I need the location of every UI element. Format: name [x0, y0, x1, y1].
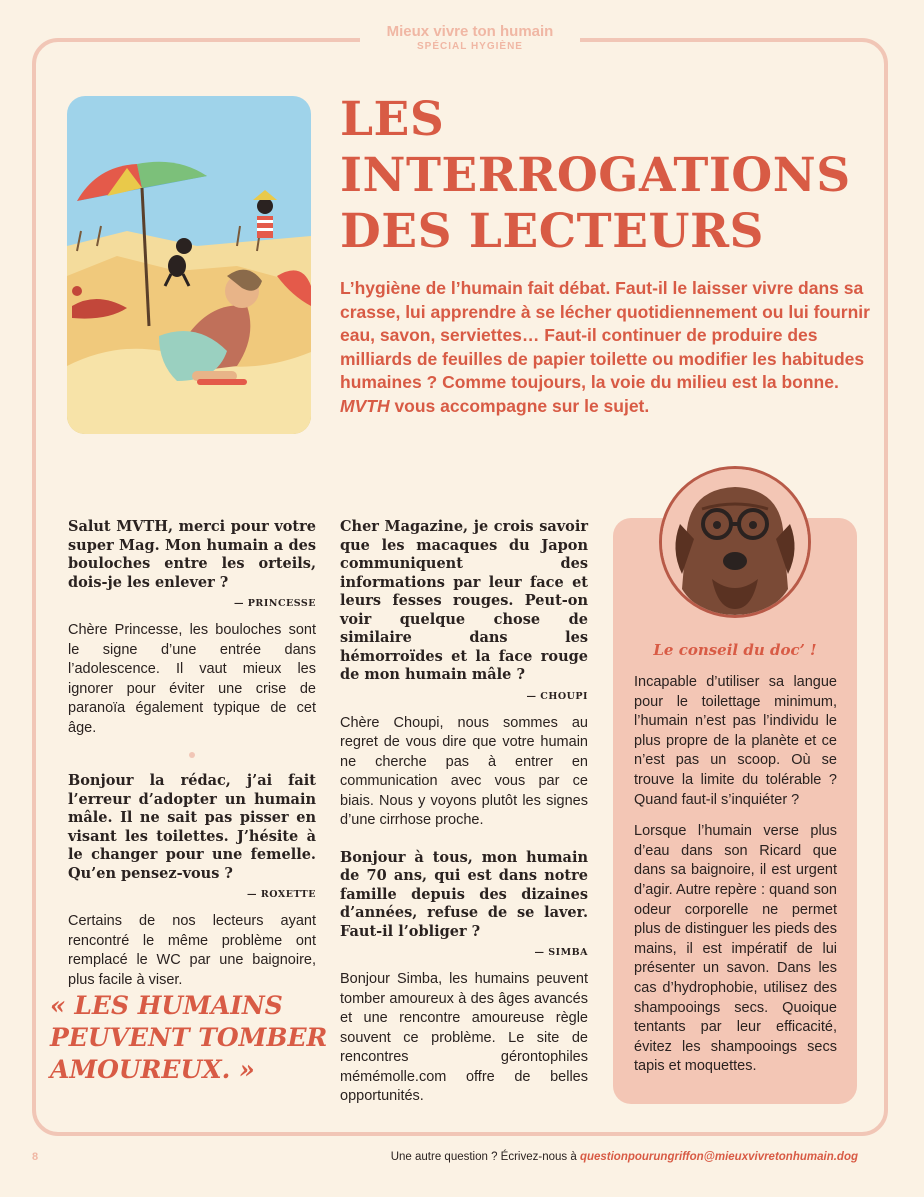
reader-question: Cher Magazine, je crois savoir que les macaques du Japon communiquent des informations par leur face et leurs fesses rouges. Peut-on voir quelque chose de similaire dans les hémorroïdes et la face rouge de mon humain mâle ? [340, 518, 588, 683]
footer-contact [391, 1151, 858, 1163]
reader-question: Bonjour à tous, mon humain de 70 ans, qui est dans notre famille depuis des dizaines d’années, refuse de se laver. Faut-il l’obliger ? [340, 848, 588, 940]
reader-question: Salut MVTH, merci pour votre super Mag. Mon humain a des bouloches entre les orteils, dois-je les enlever ? [68, 518, 316, 591]
reader-signature: — SIMBA [534, 947, 588, 958]
doc-advice-text [634, 673, 837, 1089]
magazine-header [360, 20, 580, 60]
separator-dot [189, 752, 195, 758]
reader-signature: — ROXETTE [247, 889, 316, 900]
pull-quote-line: AMOUREUX. » [50, 1055, 255, 1084]
reader-signature: — CHOUPI [526, 690, 588, 702]
doc-advice-paragraph: Lorsque l’humain verse plus d’eau dans son Ricard que dans sa baignoire, il est urgent d’agir. Autre repère : quand son odeur corporelle ne permet plus de distinguer les pieds des mains, il est impératif de lui présenter un savon. Dans les cas d’hydrophobie, utilisez des shampooings secs. Quoique tentants par leur efficacité, évitez les shampooings secs tapis et moquettes. [634, 823, 837, 1075]
reader-question: Bonjour la rédac, j’ai fait l’erreur d’adopter un humain mâle. Il ne sait pas pisser en visant les toilettes. J’hésite à le changer pour une femelle. Qu’en pensez-vous ? [68, 772, 316, 882]
title-line: LES [340, 92, 445, 147]
intro-brand: MVTH [340, 395, 390, 416]
title-line: INTERROGATIONS [340, 148, 851, 203]
editor-answer: Certains de nos lecteurs ayant rencontré le même problème ont remplacé le WC par une baignoire, plus facile à viser. [68, 913, 316, 988]
pull-quote [50, 990, 340, 1086]
doc-advice-heading: Le conseil du doc’ ! [653, 641, 817, 659]
editor-answer: Chère Choupi, nous sommes au regret de vous dire que votre humain ne cherche pas à entrer en communication avec vous par ce biais. Nous y voyons plutôt les signes d’une cirrhose proche. [340, 714, 588, 828]
pull-quote-line: PEUVENT TOMBER [50, 1023, 328, 1052]
title-line: DES LECTEURS [340, 204, 764, 259]
editor-answer: Chère Princesse, les bouloches sont le signe d’une entrée dans l’adolescence. Il vaut mieux les ignorer pour éviter une crise de paranoïa également typique de cet âge. [68, 622, 316, 736]
footer-prompt: Une autre question ? Écrivez-nous à [390, 1151, 580, 1163]
doc-advice-paragraph: Incapable d’utiliser sa langue pour le toilettage minimum, l’humain n’est pas l’individu le plus propre de la planète et ce n’est pas un scoop. Où se trouve la limite du tolérable ? Quand faut-il s’inquiéter ? [634, 674, 837, 808]
pull-quote-line: « LES HUMAINS [50, 991, 283, 1020]
article-intro [340, 277, 870, 418]
letters-column-middle [340, 518, 588, 1107]
letters-column-left [68, 518, 316, 990]
editor-answer: Bonjour Simba, les humains peuvent tomber amoureux à des âges avancés et une rencontre amoureuse règle souvent ce problème. Le site de rencontres gérontophiles mémémolle.com offre de belles opportunités. [340, 971, 588, 1104]
article-title [340, 92, 880, 260]
page-number: 8 [32, 1151, 39, 1163]
section-label: SPÉCIAL HYGIÈNE [417, 41, 523, 52]
spacer [340, 831, 588, 849]
contact-email-link[interactable]: questionpourungriffon@mieuxvivretonhumain.dog [579, 1151, 858, 1163]
reader-signature: — PRINCESSE [233, 598, 316, 609]
beach-illustration [67, 96, 311, 434]
intro-end: vous accompagne sur le sujet. [389, 395, 650, 416]
intro-text: L’hygiène de l’humain fait débat. Faut-il le laisser vivre dans sa crasse, lui apprendre à se lécher quotidiennement ou lui fournir eau, savon, serviettes… Faut-il continuer de produire des milliards de feuilles de papier toilette ou modifier les habitudes humaines ? Comme toujours, la voie du milieu est la bonne. [340, 278, 870, 392]
magazine-title: Mieux vivre ton humain [386, 23, 554, 40]
doc-avatar [659, 466, 811, 618]
